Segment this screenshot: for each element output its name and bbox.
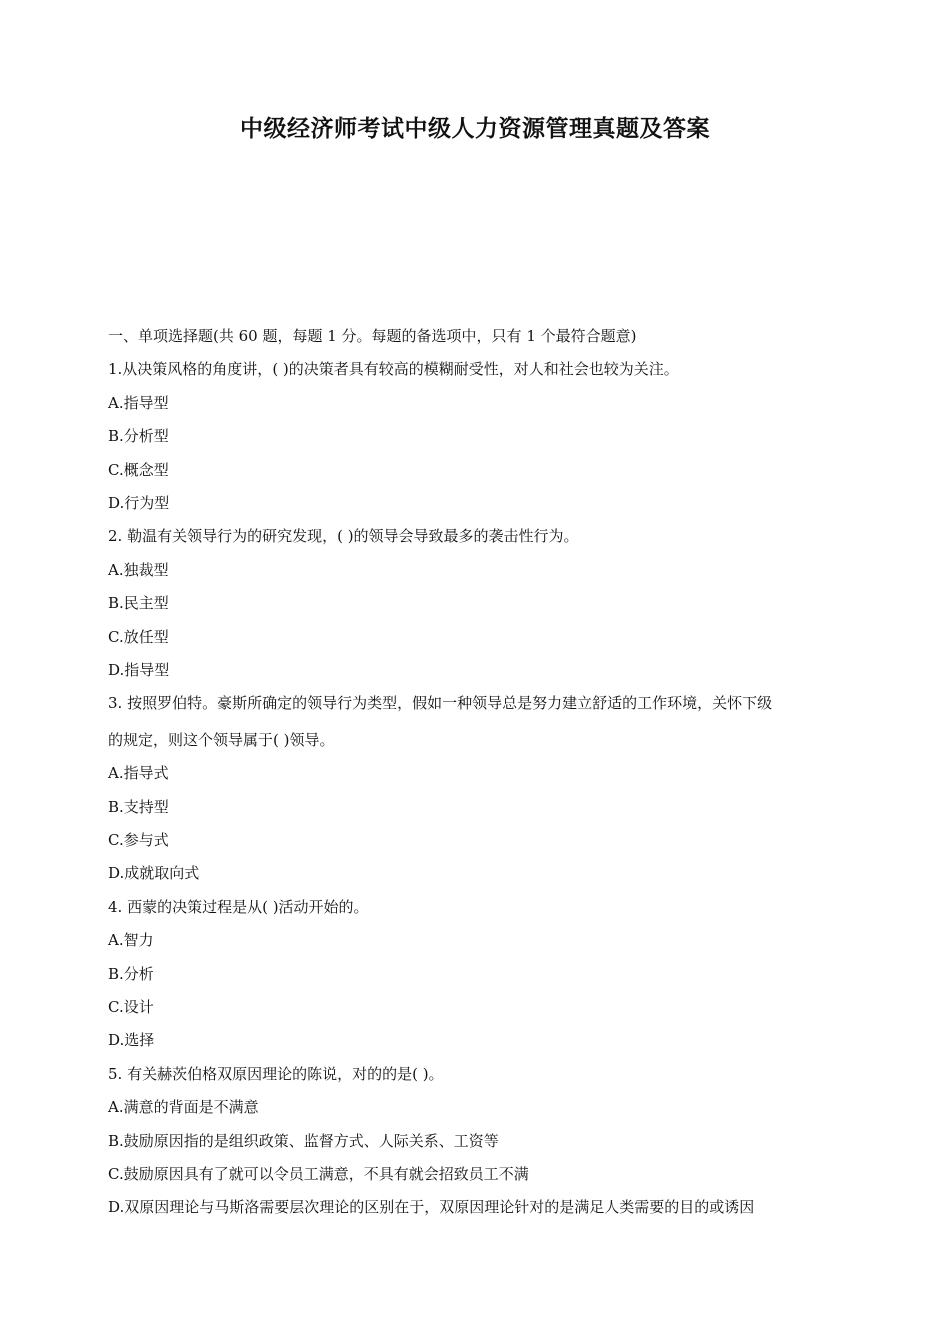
question-2-option-d: D.指导型	[108, 660, 170, 679]
question-5-option-d: D.双原因理论与马斯洛需要层次理论的区别在于，双原因理论针对的是满足人类需要的目的或诱因	[108, 1198, 755, 1217]
document-title: 中级经济师考试中级人力资源管理真题及答案	[240, 115, 710, 142]
question-3-option-b: B.支持型	[108, 797, 169, 816]
question-4-option-c: C.设计	[108, 998, 154, 1017]
question-2-option-c: C.放任型	[108, 627, 169, 646]
question-2-option-b: B.民主型	[108, 594, 169, 613]
question-stem-5: 5. 有关赫茨伯格双原因理论的陈说，对的的是( )。	[108, 1064, 444, 1083]
question-1-option-c: C.概念型	[108, 460, 169, 479]
document-body	[108, 320, 868, 1225]
question-1-option-a: A.指导型	[108, 393, 169, 412]
question-1-option-b: B.分析型	[108, 427, 169, 446]
question-5-option-b: B.鼓励原因指的是组织政策、监督方式、人际关系、工资等	[108, 1131, 499, 1150]
section-heading: 一、单项选择题(共 60 题，每题 1 分。每题的备选项中，只有 1 个最符合题意)	[108, 327, 637, 345]
question-stem-2: 2. 勒温有关领导行为的研究发现，( )的领导会导致最多的袭击性行为。	[108, 527, 579, 546]
question-1-option-d: D.行为型	[108, 493, 170, 512]
question-stem-1: 1.从决策风格的角度讲，( )的决策者具有较高的模糊耐受性，对人和社会也较为关注。	[108, 360, 679, 379]
question-4-option-d: D.选择	[108, 1031, 155, 1050]
question-stem-4: 4. 西蒙的决策过程是从( )活动开始的。	[108, 897, 369, 916]
question-4-option-b: B.分析	[108, 964, 154, 983]
question-5-option-a: A.满意的背面是不满意	[108, 1098, 259, 1117]
question-3-option-c: C.参与式	[108, 831, 169, 850]
question-2-option-a: A.独裁型	[108, 560, 169, 579]
question-stem-3-line-2: 的规定，则这个领导属于( )领导。	[108, 731, 335, 750]
question-3-option-d: D.成就取向式	[108, 864, 200, 883]
question-4-option-a: A.智力	[108, 931, 154, 950]
question-3-option-a: A.指导式	[108, 764, 169, 783]
question-stem-3-line-1: 3. 按照罗伯特。豪斯所确定的领导行为类型，假如一种领导总是努力建立舒适的工作环境，关怀下级	[108, 694, 773, 713]
question-5-option-c: C.鼓励原因具有了就可以令员工满意，不具有就会招致员工不满	[108, 1164, 529, 1183]
